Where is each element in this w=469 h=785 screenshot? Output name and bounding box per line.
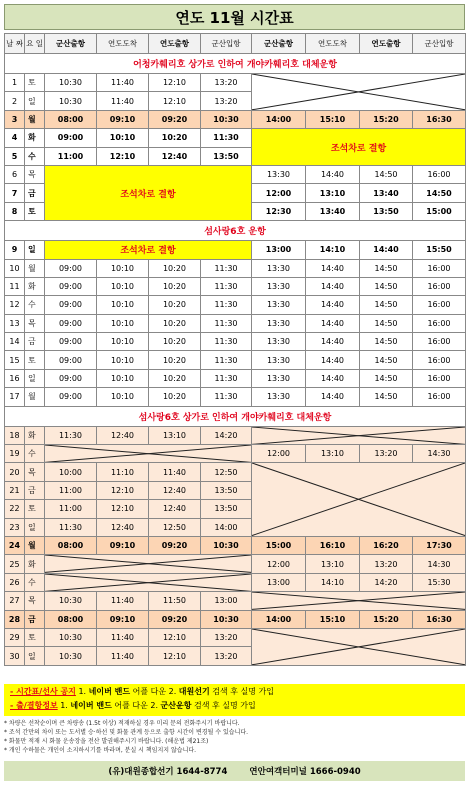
time-cell: 12:10	[97, 481, 149, 499]
row-date: 10	[5, 259, 25, 277]
time-cell: 14:40	[306, 333, 360, 351]
note-item: * 차량은 선착순이며 큰 차량송 (1.5t 이상) 적재하실 경우 미리 문의 전화주시기 바랍니다.	[4, 720, 240, 727]
time-cell: 10:20	[149, 333, 201, 351]
row-weekday: 수	[25, 445, 45, 463]
time-cell: 10:00	[45, 463, 97, 481]
header-col: 군산입항	[413, 34, 466, 54]
time-cell: 09:20	[149, 110, 201, 128]
time-cell: 13:20	[360, 445, 413, 463]
row-weekday: 화	[25, 277, 45, 295]
banner-b1: 어청카훼리호 상가로 인하여 개야카훼리호 대체운항	[5, 54, 466, 74]
time-cell: 14:50	[360, 259, 413, 277]
row-date: 20	[5, 463, 25, 481]
terminal-contact: 연안여객터미널 1666-0940	[249, 767, 361, 777]
time-cell: 09:00	[45, 277, 97, 295]
no-service-cell	[252, 463, 466, 537]
time-cell: 16:30	[413, 610, 466, 628]
time-cell: 09:10	[97, 536, 149, 554]
time-cell: 14:40	[306, 277, 360, 295]
time-cell: 13:30	[252, 296, 306, 314]
notice-box	[4, 684, 465, 716]
time-cell: 10:30	[201, 110, 252, 128]
time-cell: 13:20	[201, 628, 252, 646]
no-service-cell	[252, 628, 466, 665]
time-cell: 11:40	[97, 592, 149, 610]
notice-text: 어플 다운 2.	[111, 701, 161, 710]
notes-list	[4, 719, 465, 755]
time-cell: 13:30	[252, 259, 306, 277]
time-cell: 12:10	[97, 147, 149, 165]
time-cell: 15:00	[252, 536, 306, 554]
time-cell: 10:30	[45, 74, 97, 92]
time-cell: 10:20	[149, 277, 201, 295]
row-date: 23	[5, 518, 25, 536]
no-service-cell	[252, 592, 466, 610]
time-cell: 10:30	[45, 92, 97, 110]
time-cell: 09:20	[149, 610, 201, 628]
no-service-cell	[252, 74, 466, 111]
time-cell: 11:30	[201, 388, 252, 406]
table-row	[5, 388, 466, 406]
time-cell: 11:30	[201, 129, 252, 147]
row-weekday: 수	[25, 296, 45, 314]
table-row	[5, 110, 466, 128]
row-date: 18	[5, 426, 25, 444]
row-date: 3	[5, 110, 25, 128]
table-row	[5, 555, 466, 573]
header-col: 군산입항	[201, 34, 252, 54]
time-cell: 13:30	[252, 369, 306, 387]
time-cell: 14:50	[360, 351, 413, 369]
time-cell: 16:00	[413, 259, 466, 277]
contact-footer	[4, 761, 465, 781]
table-row	[5, 369, 466, 387]
row-weekday: 토	[25, 74, 45, 92]
time-cell: 14:50	[360, 296, 413, 314]
time-cell: 11:10	[97, 463, 149, 481]
row-date: 7	[5, 184, 25, 202]
table-row	[5, 74, 466, 92]
time-cell: 12:10	[149, 647, 201, 665]
time-cell: 09:10	[97, 610, 149, 628]
banner-row	[5, 54, 466, 74]
row-date: 17	[5, 388, 25, 406]
time-cell: 10:10	[97, 129, 149, 147]
row-weekday: 수	[25, 147, 45, 165]
time-cell: 12:00	[252, 555, 306, 573]
time-cell: 14:30	[413, 555, 466, 573]
banner-row	[5, 221, 466, 241]
time-cell: 14:10	[306, 241, 360, 259]
company-contact: (유)대원종합선기 1644-8774	[108, 767, 228, 777]
row-weekday: 토	[25, 202, 45, 220]
time-cell: 13:30	[252, 314, 306, 332]
time-cell: 14:50	[360, 277, 413, 295]
time-cell: 12:50	[149, 518, 201, 536]
time-cell: 14:00	[252, 110, 306, 128]
row-weekday: 일	[25, 369, 45, 387]
time-cell: 13:30	[252, 165, 306, 183]
row-weekday: 월	[25, 388, 45, 406]
timetable	[4, 33, 466, 666]
time-cell: 14:10	[306, 573, 360, 591]
time-cell: 13:50	[360, 202, 413, 220]
row-weekday: 일	[25, 518, 45, 536]
time-cell: 10:10	[97, 369, 149, 387]
time-cell: 11:40	[149, 463, 201, 481]
time-cell: 11:40	[97, 628, 149, 646]
cancel-notice: 조석차로 결항	[45, 241, 252, 259]
row-date: 16	[5, 369, 25, 387]
time-cell: 10:10	[97, 351, 149, 369]
table-row	[5, 259, 466, 277]
row-date: 26	[5, 573, 25, 591]
time-cell: 09:00	[45, 129, 97, 147]
time-cell: 09:00	[45, 314, 97, 332]
time-cell: 09:00	[45, 259, 97, 277]
time-cell: 09:00	[45, 296, 97, 314]
no-service-cell	[45, 445, 252, 463]
time-cell: 09:00	[45, 351, 97, 369]
time-cell: 10:10	[97, 259, 149, 277]
time-cell: 14:00	[252, 610, 306, 628]
time-cell: 14:50	[360, 388, 413, 406]
time-cell: 10:10	[97, 333, 149, 351]
time-cell: 15:20	[360, 610, 413, 628]
time-cell: 15:30	[413, 573, 466, 591]
time-cell: 14:50	[360, 165, 413, 183]
time-cell: 10:10	[97, 277, 149, 295]
header-weekday: 요 일	[25, 34, 45, 54]
time-cell: 11:30	[201, 351, 252, 369]
page-title: 연도 11월 시간표	[4, 4, 465, 30]
time-cell: 12:40	[149, 147, 201, 165]
table-row	[5, 463, 466, 481]
time-cell: 11:30	[201, 296, 252, 314]
row-date: 15	[5, 351, 25, 369]
time-cell: 16:00	[413, 296, 466, 314]
time-cell: 16:00	[413, 277, 466, 295]
header-col: 연도도착	[97, 34, 149, 54]
no-service-cell	[45, 555, 252, 573]
table-row	[5, 351, 466, 369]
time-cell: 13:20	[201, 74, 252, 92]
time-cell: 16:10	[306, 536, 360, 554]
time-cell: 12:40	[97, 426, 149, 444]
notice-bold: 네이버 밴드	[88, 687, 131, 696]
time-cell: 15:10	[306, 610, 360, 628]
time-cell: 13:50	[201, 481, 252, 499]
time-cell: 14:50	[360, 333, 413, 351]
time-cell: 13:00	[201, 592, 252, 610]
row-weekday: 일	[25, 647, 45, 665]
time-cell: 12:40	[149, 500, 201, 518]
table-row	[5, 445, 466, 463]
table-row	[5, 592, 466, 610]
row-weekday: 목	[25, 592, 45, 610]
time-cell: 13:10	[306, 445, 360, 463]
row-date: 8	[5, 202, 25, 220]
time-cell: 11:40	[97, 647, 149, 665]
banner-row	[5, 406, 466, 426]
time-cell: 13:10	[149, 426, 201, 444]
notice-text: 어플 다운 2.	[130, 687, 179, 696]
time-cell: 09:00	[45, 388, 97, 406]
notice-text: 1.	[75, 687, 89, 696]
note-item: * 화물만 적재 시 화물 운송장을 전산 발권해주시기 바랍니다. (해운법 제21조)	[4, 738, 209, 745]
time-cell: 10:20	[149, 259, 201, 277]
time-cell: 13:10	[306, 184, 360, 202]
time-cell: 14:40	[306, 314, 360, 332]
time-cell: 08:00	[45, 610, 97, 628]
row-weekday: 화	[25, 129, 45, 147]
time-cell: 14:20	[201, 426, 252, 444]
time-cell: 15:10	[306, 110, 360, 128]
header-col: 연도도착	[306, 34, 360, 54]
time-cell: 14:40	[306, 351, 360, 369]
row-date: 28	[5, 610, 25, 628]
time-cell: 12:10	[97, 500, 149, 518]
notice-bold: 군산운항	[160, 701, 192, 710]
no-service-cell	[45, 573, 252, 591]
time-cell: 12:30	[252, 202, 306, 220]
time-cell: 16:00	[413, 333, 466, 351]
time-cell: 11:30	[45, 518, 97, 536]
time-cell: 10:20	[149, 351, 201, 369]
time-cell: 14:40	[306, 296, 360, 314]
table-row	[5, 296, 466, 314]
row-date: 2	[5, 92, 25, 110]
row-weekday: 금	[25, 610, 45, 628]
time-cell: 14:00	[201, 518, 252, 536]
time-cell: 12:10	[149, 628, 201, 646]
time-cell: 12:50	[201, 463, 252, 481]
notice-tag-status: - 출/결항정보	[10, 701, 58, 710]
time-cell: 12:00	[252, 445, 306, 463]
time-cell: 17:30	[413, 536, 466, 554]
row-date: 5	[5, 147, 25, 165]
time-cell: 13:50	[201, 500, 252, 518]
no-service-cell	[252, 426, 466, 444]
time-cell: 16:20	[360, 536, 413, 554]
time-cell: 10:20	[149, 296, 201, 314]
time-cell: 16:00	[413, 369, 466, 387]
row-date: 24	[5, 536, 25, 554]
time-cell: 11:00	[45, 147, 97, 165]
time-cell: 14:50	[360, 369, 413, 387]
table-row	[5, 241, 466, 259]
time-cell: 10:20	[149, 369, 201, 387]
row-weekday: 월	[25, 536, 45, 554]
time-cell: 12:10	[149, 92, 201, 110]
time-cell: 15:50	[413, 241, 466, 259]
time-cell: 13:00	[252, 241, 306, 259]
time-cell: 14:50	[413, 184, 466, 202]
time-cell: 09:10	[97, 110, 149, 128]
table-row	[5, 165, 466, 183]
time-cell: 09:00	[45, 369, 97, 387]
row-weekday: 금	[25, 481, 45, 499]
time-cell: 10:30	[201, 610, 252, 628]
header-date: 날 짜	[5, 34, 25, 54]
table-row	[5, 573, 466, 591]
time-cell: 13:30	[252, 277, 306, 295]
time-cell: 13:20	[201, 92, 252, 110]
time-cell: 14:40	[306, 165, 360, 183]
time-cell: 15:20	[360, 110, 413, 128]
time-cell: 11:30	[45, 426, 97, 444]
row-date: 6	[5, 165, 25, 183]
row-date: 21	[5, 481, 25, 499]
time-cell: 13:20	[360, 555, 413, 573]
note-item: * 개인 수하물은 개인이 소지하시기를 바라며, 분실 시 책임지지 않습니다.	[4, 747, 197, 754]
row-weekday: 토	[25, 351, 45, 369]
time-cell: 16:00	[413, 314, 466, 332]
notice-line-status	[10, 699, 459, 713]
header-row	[5, 34, 466, 54]
time-cell: 13:40	[306, 202, 360, 220]
time-cell: 13:30	[252, 388, 306, 406]
banner-b2: 섬사랑6호 운항	[5, 221, 466, 241]
time-cell: 10:10	[97, 314, 149, 332]
table-row	[5, 426, 466, 444]
row-weekday: 일	[25, 241, 45, 259]
row-weekday: 목	[25, 314, 45, 332]
time-cell: 08:00	[45, 110, 97, 128]
row-weekday: 토	[25, 628, 45, 646]
time-cell: 14:30	[413, 445, 466, 463]
time-cell: 13:30	[252, 333, 306, 351]
row-weekday: 목	[25, 463, 45, 481]
row-weekday: 월	[25, 259, 45, 277]
time-cell: 10:10	[97, 388, 149, 406]
time-cell: 11:40	[97, 92, 149, 110]
time-cell: 09:20	[149, 536, 201, 554]
time-cell: 11:30	[201, 259, 252, 277]
time-cell: 10:30	[45, 592, 97, 610]
time-cell: 13:40	[360, 184, 413, 202]
notice-bold: 네이버 밴드	[70, 701, 112, 710]
time-cell: 13:00	[252, 573, 306, 591]
time-cell: 10:20	[149, 388, 201, 406]
row-weekday: 일	[25, 92, 45, 110]
time-cell: 12:10	[149, 74, 201, 92]
time-cell: 11:30	[201, 314, 252, 332]
time-cell: 16:00	[413, 165, 466, 183]
time-cell: 16:00	[413, 351, 466, 369]
time-cell: 10:10	[97, 296, 149, 314]
time-cell: 14:40	[306, 259, 360, 277]
table-row	[5, 129, 466, 147]
row-weekday: 금	[25, 333, 45, 351]
table-row	[5, 333, 466, 351]
row-date: 11	[5, 277, 25, 295]
row-weekday: 금	[25, 184, 45, 202]
table-row	[5, 628, 466, 646]
time-cell: 16:00	[413, 388, 466, 406]
time-cell: 16:30	[413, 110, 466, 128]
time-cell: 11:40	[97, 74, 149, 92]
time-cell: 14:50	[360, 314, 413, 332]
row-date: 25	[5, 555, 25, 573]
header-col: 연도출항	[360, 34, 413, 54]
row-date: 27	[5, 592, 25, 610]
row-date: 12	[5, 296, 25, 314]
cancel-notice: 조석차로 결항	[252, 129, 466, 166]
time-cell: 14:40	[306, 388, 360, 406]
row-weekday: 토	[25, 500, 45, 518]
time-cell: 10:30	[45, 647, 97, 665]
row-weekday: 화	[25, 426, 45, 444]
time-cell: 11:30	[201, 369, 252, 387]
time-cell: 10:30	[45, 628, 97, 646]
time-cell: 13:30	[252, 351, 306, 369]
time-cell: 11:00	[45, 500, 97, 518]
time-cell: 13:20	[201, 647, 252, 665]
header-col: 군산출항	[45, 34, 97, 54]
time-cell: 13:50	[201, 147, 252, 165]
notice-text: 검색 후 실명 가입	[191, 701, 256, 710]
time-cell: 10:30	[201, 536, 252, 554]
time-cell: 14:20	[360, 573, 413, 591]
time-cell: 10:20	[149, 129, 201, 147]
row-date: 13	[5, 314, 25, 332]
time-cell: 12:40	[97, 518, 149, 536]
time-cell: 10:20	[149, 314, 201, 332]
time-cell: 11:30	[201, 333, 252, 351]
notice-bold: 대원선기	[178, 687, 210, 696]
banner-b3: 섬사랑6호 상가로 인하여 개야카훼리호 대체운항	[5, 406, 466, 426]
row-weekday: 월	[25, 110, 45, 128]
cancel-notice: 조석차로 결항	[45, 165, 252, 220]
notice-text: 검색 후 실명 가입	[209, 687, 274, 696]
row-date: 29	[5, 628, 25, 646]
row-weekday: 화	[25, 555, 45, 573]
row-weekday: 목	[25, 165, 45, 183]
note-item: * 조석 간만의 차이 또는 도서별 승·하선 및 화물 관계 등으로 출항 시간이 변경될 수 있습니다.	[4, 729, 249, 736]
header-col: 군산출항	[252, 34, 306, 54]
time-cell: 09:00	[45, 333, 97, 351]
time-cell: 14:40	[306, 369, 360, 387]
table-row	[5, 277, 466, 295]
row-date: 30	[5, 647, 25, 665]
row-date: 4	[5, 129, 25, 147]
notice-tag-schedule: - 시간표/선사 공지	[10, 687, 76, 696]
time-cell: 12:00	[252, 184, 306, 202]
time-cell: 11:30	[201, 277, 252, 295]
table-row	[5, 314, 466, 332]
time-cell: 11:50	[149, 592, 201, 610]
row-date: 19	[5, 445, 25, 463]
header-col: 연도출항	[149, 34, 201, 54]
row-date: 14	[5, 333, 25, 351]
row-weekday: 수	[25, 573, 45, 591]
time-cell: 08:00	[45, 536, 97, 554]
table-row	[5, 536, 466, 554]
time-cell: 12:40	[149, 481, 201, 499]
time-cell: 14:40	[360, 241, 413, 259]
notice-text: 1.	[57, 701, 71, 710]
time-cell: 11:00	[45, 481, 97, 499]
time-cell: 13:10	[306, 555, 360, 573]
row-date: 9	[5, 241, 25, 259]
table-row	[5, 610, 466, 628]
row-date: 1	[5, 74, 25, 92]
notice-line-schedule	[10, 685, 459, 699]
time-cell: 15:00	[413, 202, 466, 220]
row-date: 22	[5, 500, 25, 518]
